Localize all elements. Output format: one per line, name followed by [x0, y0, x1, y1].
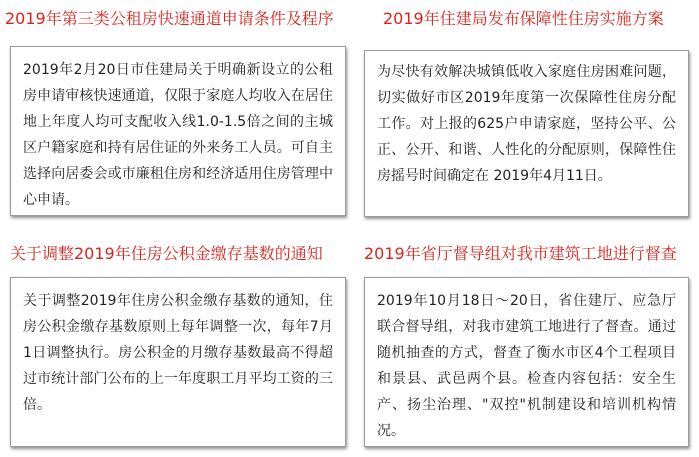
panel-4-body: 2019年10月18日～20日，省住建厅、应急厅联合督导组，对我市建筑工地进行了督查。通过随机抽查的方式，督查了衡水市区4个工程项目和景县、武邑两个县。检查内容包括：安全生产、扬尘治理、"双控"机制建设和培训机构情况。 [377, 293, 676, 439]
panel-2-card [364, 50, 689, 217]
panel-3-title: 关于调整2019年住房公积金缴存基数的通知 [10, 244, 323, 263]
panel-4-title: 2019年省厅督导组对我市建筑工地进行督查 [364, 244, 677, 263]
panel-2-title: 2019年住建局发布保障性住房实施方案 [383, 9, 664, 28]
panel-1-title: 2019年第三类公租房快速通道申请条件及程序 [5, 9, 334, 28]
panel-3-card [10, 277, 346, 447]
panel-1-body: 2019年2月20日市住建局关于明确新设立的公租房申请审核快速通道，仅限于家庭人均收入在居住地上年度人均可支配收入线1.0-1.5倍之间的主城区户籍家庭和持有居住证的外来务工人员。可自主选择向居委会或市廉租住房和经济适用住房管理中心申请。 [23, 62, 333, 208]
panel-4-card [364, 277, 689, 447]
panel-3-body: 关于调整2019年住房公积金缴存基数的通知，住房公积金缴存基数原则上每年调整一次，每年7月1日调整执行。房公积金的月缴存基数最高不得超过市统计部门公布的上一年度职工月平均工资的三倍。 [23, 293, 333, 413]
panel-1-card [10, 46, 346, 216]
panel-2-body: 为尽快有效解决城镇低收入家庭住房困难问题，切实做好市区2019年度第一次保障性住房分配工作。对上报的625户申请家庭，坚持公平、公正、公开、和谐、人性化的分配原则，保障性住房摇号时间确定在 2019年4月11日。 [377, 64, 676, 184]
